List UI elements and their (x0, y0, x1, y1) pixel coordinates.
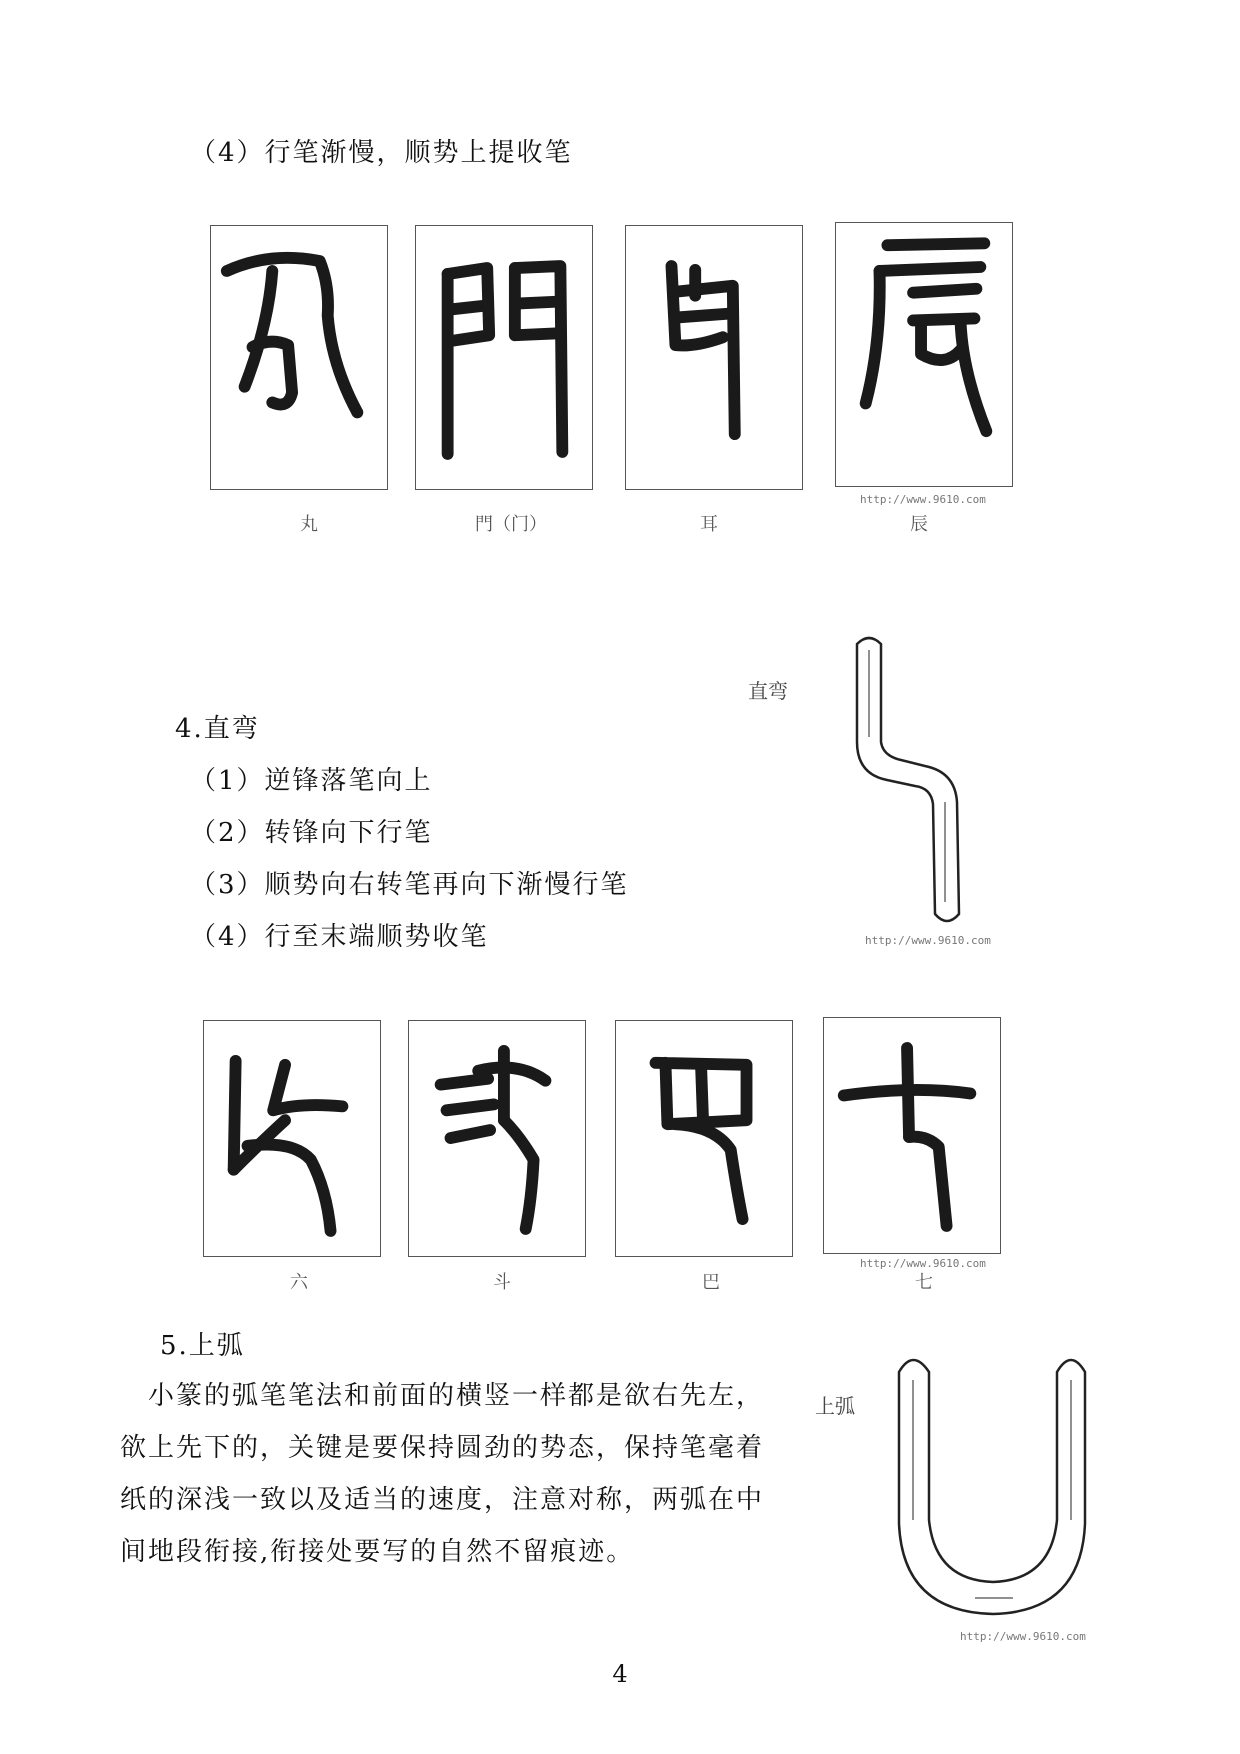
watermark: http://www.9610.com (860, 1257, 986, 1270)
diagram-label: 上弧 (815, 1394, 855, 1418)
section-heading: 5.上弧 (160, 1331, 245, 1361)
diagram-label: 直弯 (748, 679, 788, 703)
step-text: （1）逆锋落笔向上 (190, 766, 433, 796)
seal-char-liu-image (203, 1020, 381, 1257)
paragraph-line: 纸的深浅一致以及适当的速度，注意对称，两弧在中 (120, 1485, 765, 1515)
watermark: http://www.9610.com (860, 493, 986, 506)
char-caption: 巴 (702, 1272, 720, 1293)
char-caption: 辰 (910, 514, 928, 535)
paragraph-line: 欲上先下的，关键是要保持圆劲的势态，保持笔毫着 (120, 1433, 765, 1463)
char-caption: 耳 (700, 514, 718, 535)
paragraph-line: 间地段衔接,衔接处要写的自然不留痕迹。 (120, 1537, 635, 1567)
char-caption: 七 (915, 1272, 933, 1293)
step-text: （4）行笔渐慢，顺势上提收笔 (190, 138, 573, 168)
seal-char-wan-image (210, 225, 388, 490)
seal-char-chen-image (835, 222, 1013, 487)
char-caption: 斗 (493, 1272, 511, 1293)
seal-char-er-image (625, 225, 803, 490)
char-caption: 門（门） (475, 514, 547, 535)
seal-char-ba-image (615, 1020, 793, 1257)
step-text: （4）行至末端顺势收笔 (190, 922, 489, 952)
page-number: 4 (612, 1660, 628, 1688)
section-heading: 4.直弯 (175, 714, 260, 744)
shanghu-stroke-diagram (885, 1340, 1100, 1630)
watermark: http://www.9610.com (865, 934, 991, 947)
char-caption: 丸 (300, 514, 318, 535)
section-paragraph (120, 1370, 800, 1578)
zhiwan-stroke-diagram (835, 632, 1005, 932)
seal-char-qi-image (823, 1017, 1001, 1254)
seal-char-men-image (415, 225, 593, 490)
seal-char-dou-image (408, 1020, 586, 1257)
step-text: （2）转锋向下行笔 (190, 818, 433, 848)
watermark: http://www.9610.com (960, 1630, 1086, 1643)
paragraph-line: 小篆的弧笔笔法和前面的横竖一样都是欲右先左， (120, 1381, 765, 1411)
step-text: （3）顺势向右转笔再向下渐慢行笔 (190, 870, 629, 900)
char-caption: 六 (290, 1272, 308, 1293)
